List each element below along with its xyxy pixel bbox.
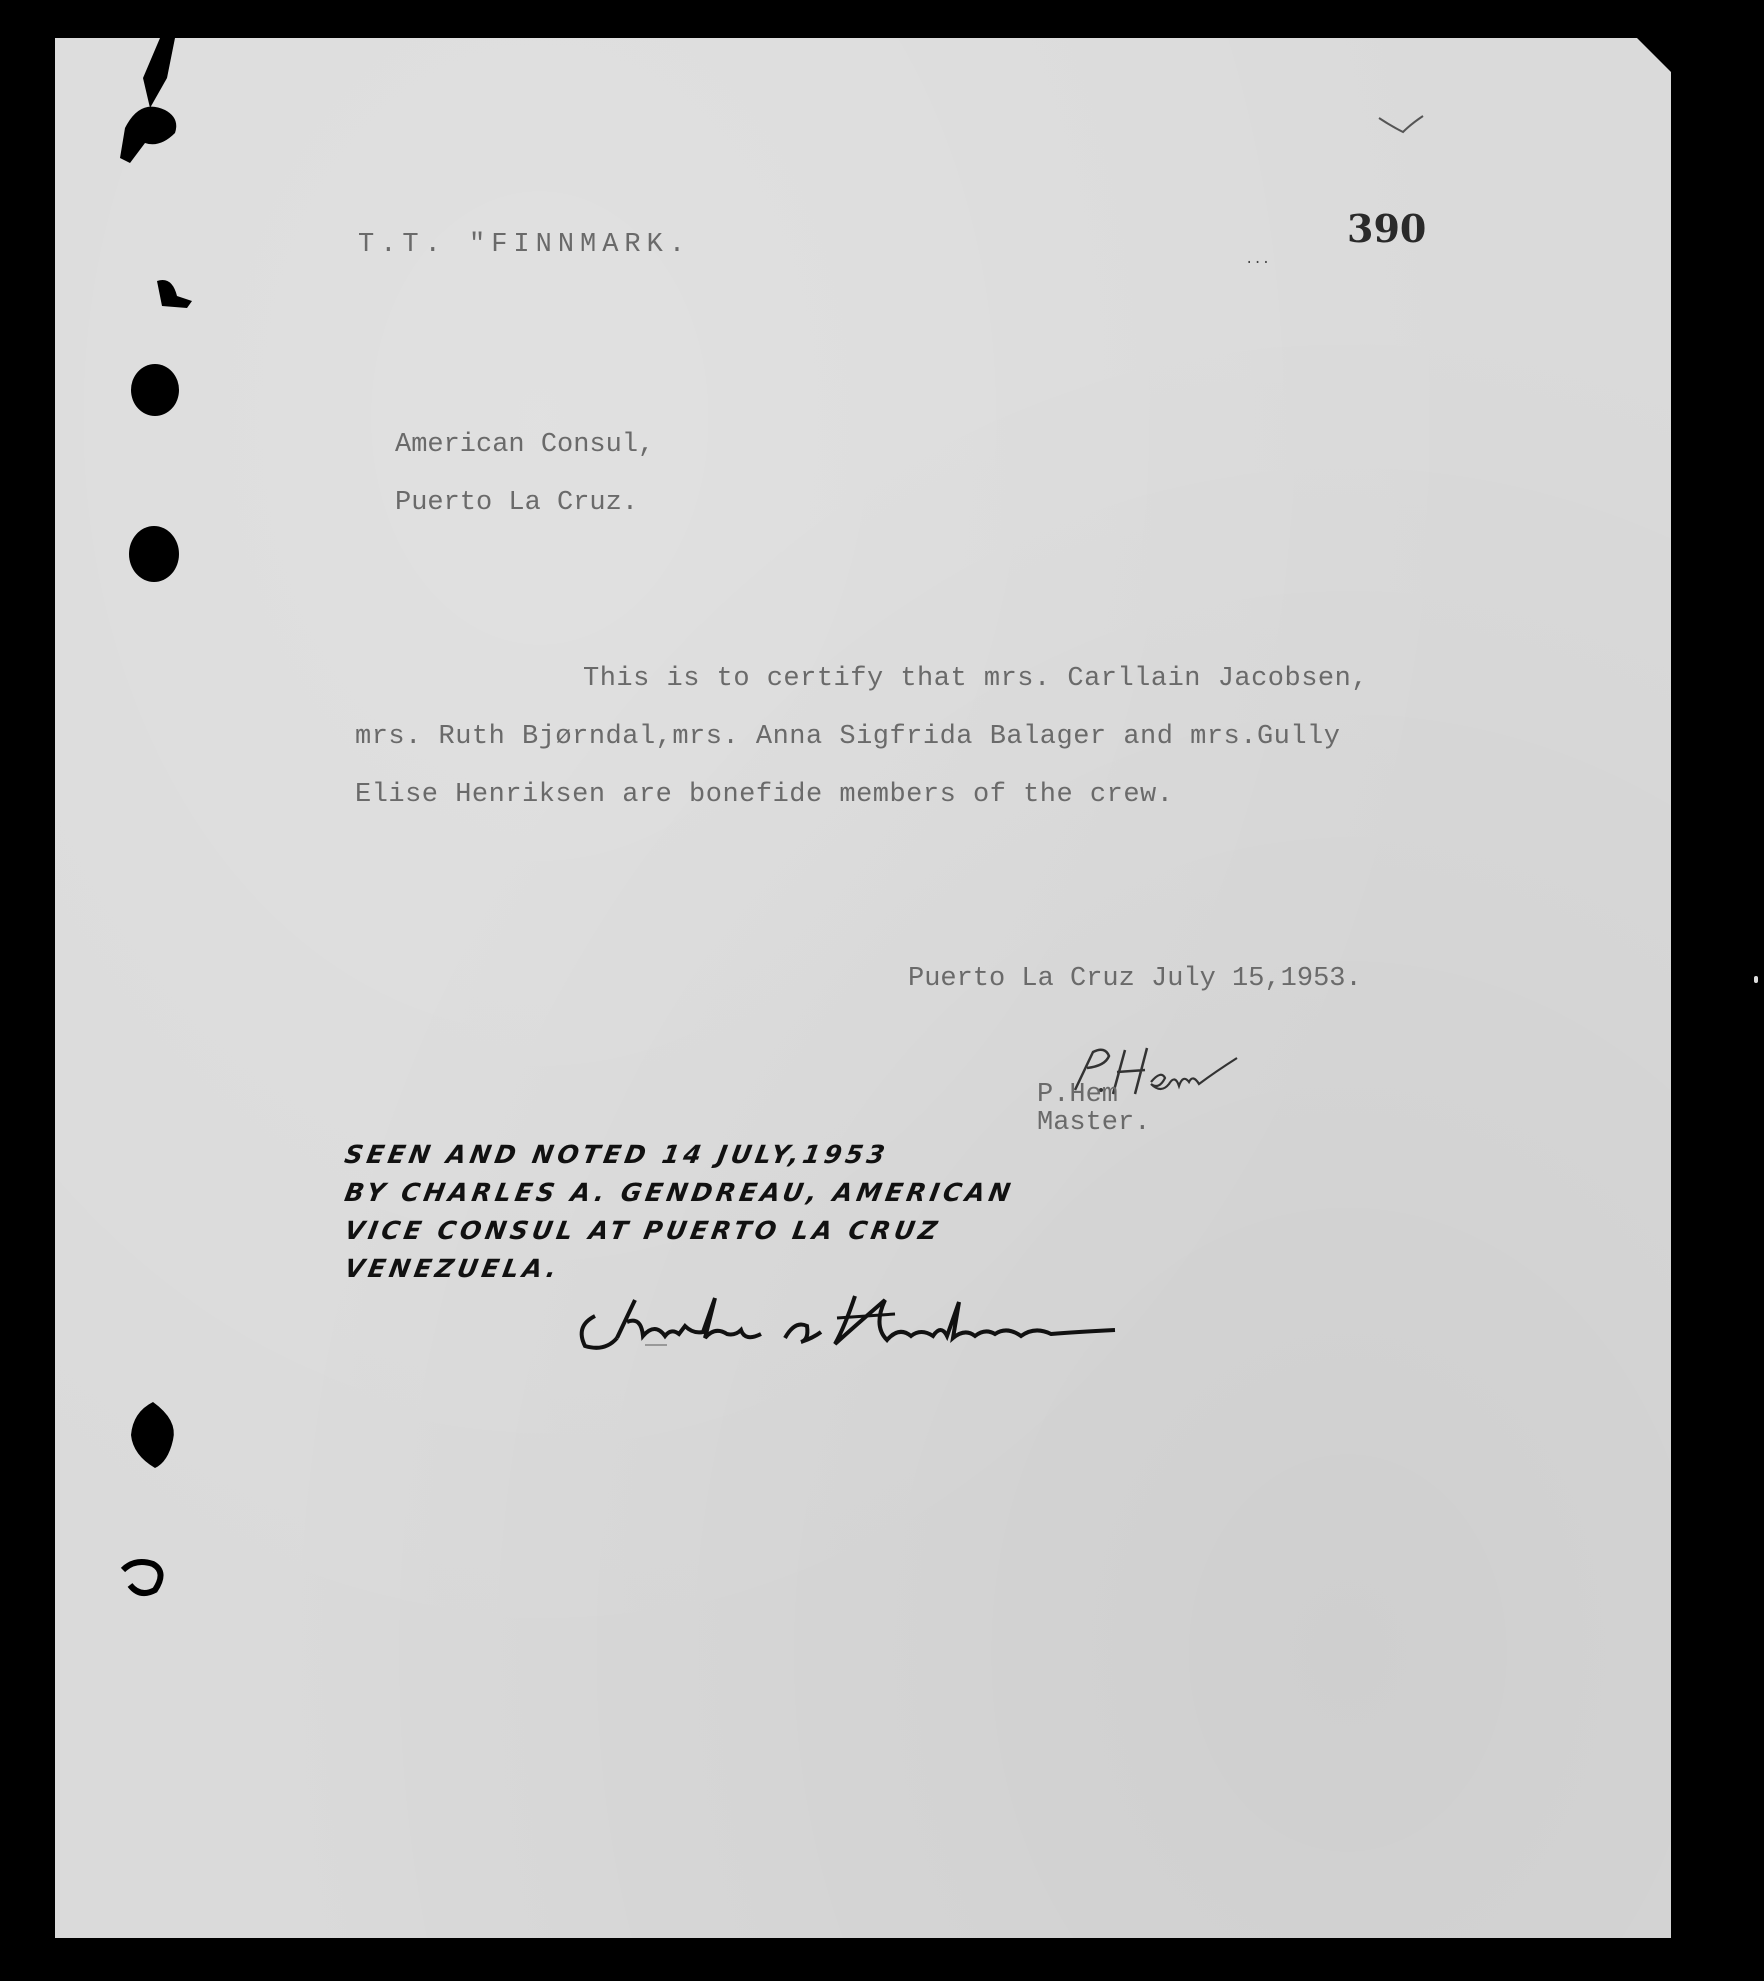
body-line-3: Elise Henriksen are bonefide members of the crew.	[355, 780, 1174, 810]
handwritten-note-line-4: VENEZUELA.	[342, 1254, 563, 1283]
signer-title: Master.	[1037, 1108, 1151, 1138]
ink-dash	[645, 1344, 667, 1346]
body-line-2: mrs. Ruth Bjørndal,mrs. Anna Sigfrida Balager and mrs.Gully	[355, 722, 1341, 752]
consul-signature	[555, 1286, 1155, 1366]
punch-hole-5	[123, 1400, 183, 1470]
addressee-line-1: American Consul,	[395, 430, 655, 460]
page-corner	[1637, 38, 1671, 72]
handwritten-note-line-3: VICE CONSUL AT PUERTO LA CRUZ	[342, 1216, 944, 1245]
signer-name: P.Hem	[1037, 1080, 1119, 1110]
punch-hole-3	[123, 360, 183, 422]
punch-hole-6	[115, 1550, 175, 1600]
punch-hole-top	[105, 38, 215, 168]
place-date: Puerto La Cruz July 15,1953.	[908, 964, 1362, 994]
document-page	[55, 38, 1671, 1938]
handwritten-note-line-2: BY CHARLES A. GENDREAU, AMERICAN	[342, 1178, 1017, 1207]
page-number: 390	[1347, 206, 1427, 251]
punch-hole-4	[125, 522, 183, 586]
punch-hole-2	[147, 276, 197, 316]
scan-artifact	[1754, 976, 1758, 983]
vessel-title: T.T. "FINNMARK.	[358, 230, 692, 260]
body-line-1: This is to certify that mrs. Carllain Jacobsen,	[583, 664, 1369, 694]
dots-mark: ...	[1245, 252, 1271, 268]
handwritten-note-line-1: SEEN AND NOTED 14 JULY,1953	[342, 1140, 892, 1169]
check-mark	[1377, 112, 1427, 138]
addressee-line-2: Puerto La Cruz.	[395, 488, 639, 518]
